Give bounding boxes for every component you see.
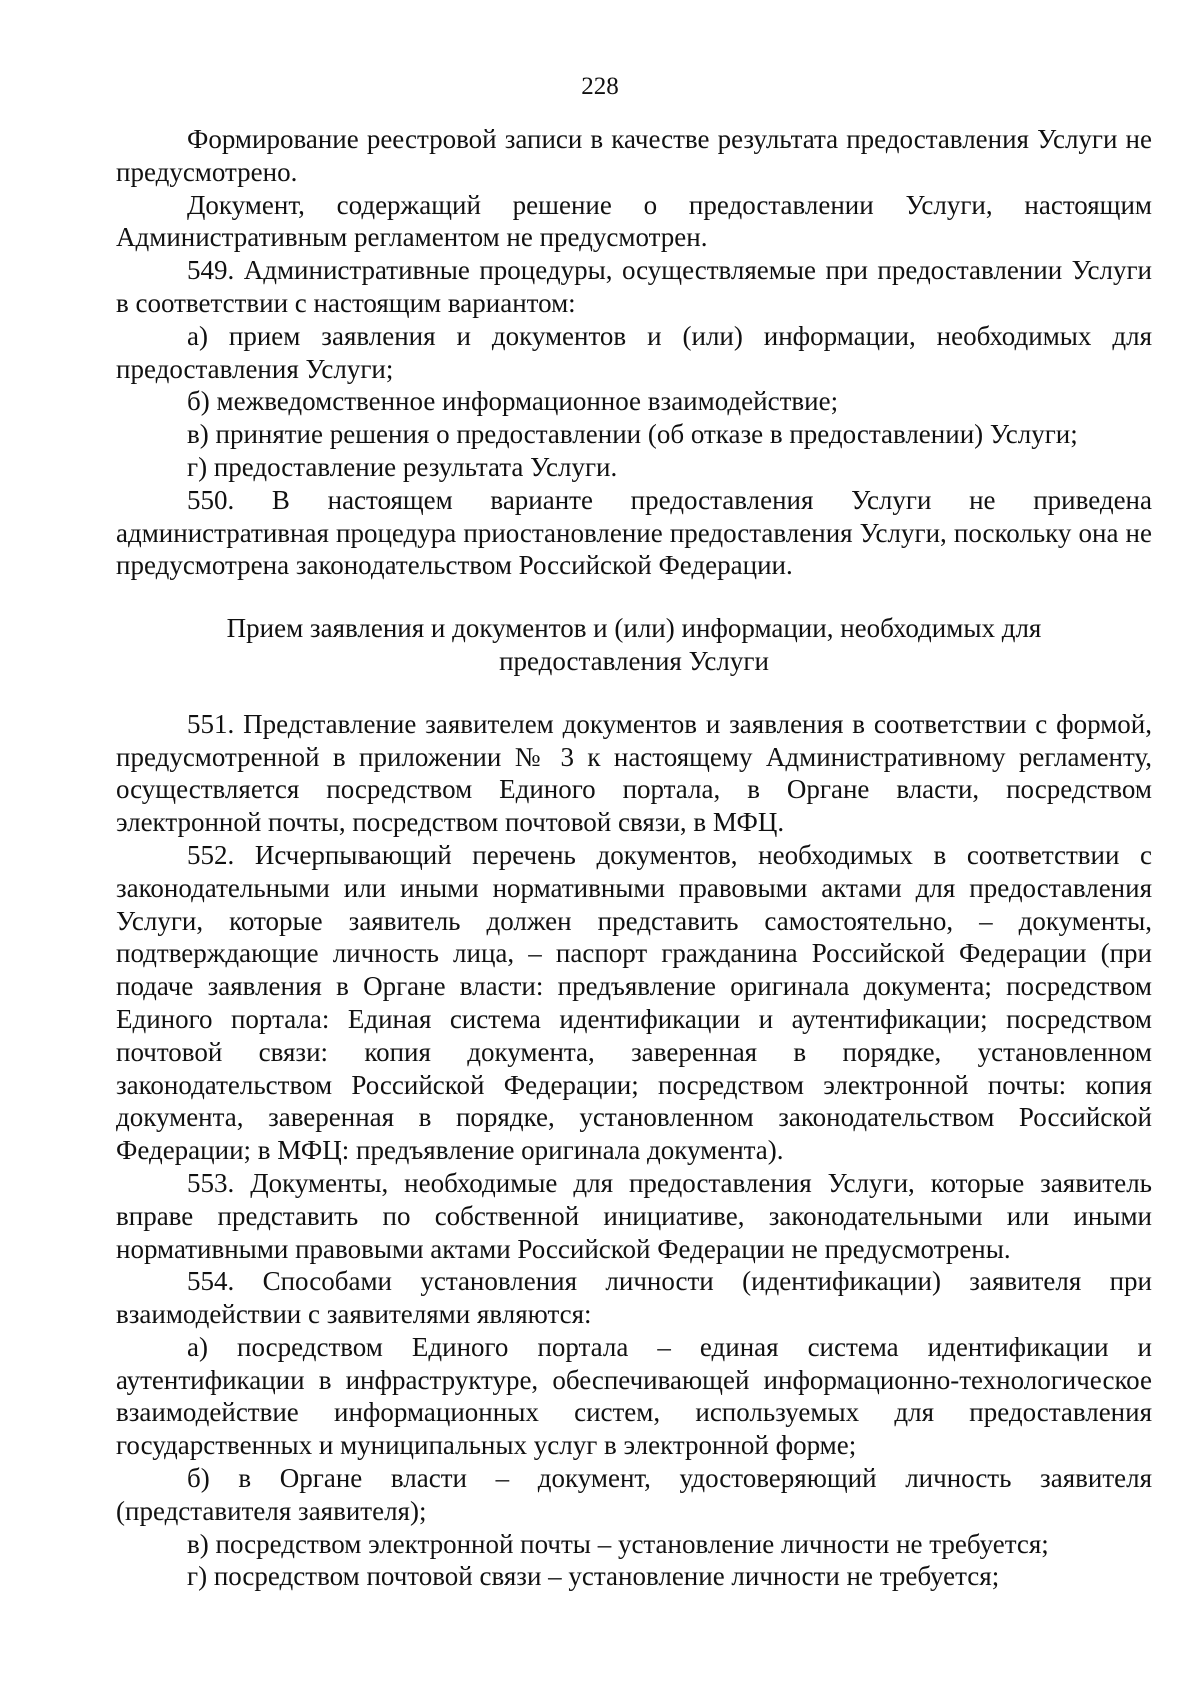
section-heading [116,612,1152,678]
list-item-b: б) в Органе власти – документ, удостоверяющий личность заявителя (представителя заявителя); [116,1463,1152,1526]
paragraph-554: 554. Способами установления личности (идентификации) заявителя при взаимодействии с заявителями являются: [116,1266,1152,1330]
list-item-b: б) межведомственное информационное взаимодействие; [187,386,839,417]
list-item-a: а) посредством Единого портала – единая система идентификации и аутентификации в инфраструктуре, обеспечивающей информационно-технологическое взаимодействие информационных систем, используемых для предоставления государственных и муниципальных услуг в электронной форме; [116,1331,1152,1461]
list-item-v: в) принятие решения о предоставлении (об отказе в предоставлении) Услуги; [187,419,1078,450]
list-item-g: г) посредством почтовой связи – установление личности не требуется; [187,1561,1000,1592]
section-heading-line: предоставления Услуги [499,645,769,676]
paragraph: Формирование реестровой записи в качестве результата предоставления Услуги не предусмотрено. [116,124,1152,187]
paragraph-553: 553. Документы, необходимые для предоставления Услуги, которые заявитель вправе представить по собственной инициативе, законодательными или иными нормативными правовыми актами Российской Федерации не предусмотрены. [116,1167,1152,1264]
paragraph-552: 552. Исчерпывающий перечень документов, необходимых в соответствии с законодательными или иными нормативными правовыми актами для предоставления Услуги, которые заявитель должен представить самостоятельно, – документы, подтверждающие личность лица, – паспорт гражданина Российской Федерации (при подаче заявления в Органе власти: предъявление оригинала документа; посредством Единого портала: Единая система идентификации и аутентификации; посредством почтовой связи: копия документа, заверенная в порядке, установленном законодательством Российской Федерации; посредством электронной почты: копия документа, заверенная в порядке, установленном законодательством Российской Федерации; в МФЦ: предъявление оригинала документа). [116,839,1152,1166]
page-number: 228 [581,73,619,100]
list-item-v: в) посредством электронной почты – установление личности не требуется; [187,1528,1049,1559]
paragraph-551: 551. Представление заявителем документов и заявления в соответствии с формой, предусмотренной в приложении № 3 к настоящему Административному регламенту, осуществляется посредством Единого портала, в Органе власти, посредством электронной почты, посредством почтовой связи, в МФЦ. [116,708,1152,838]
section-heading-line: Прием заявления и документов и (или) информации, необходимых для [226,613,1042,644]
paragraph-549: 549. Административные процедуры, осуществляемые при предоставлении Услуги в соответствии с настоящим вариантом: [116,255,1152,318]
list-item-a: а) прием заявления и документов и (или) информации, необходимых для предоставления Услуги; [116,320,1152,384]
document-body [116,123,1152,1593]
list-item-g: г) предоставление результата Услуги. [187,451,618,482]
paragraph-550: 550. В настоящем варианте предоставления Услуги не приведена административная процедура приостановление предоставления Услуги, поскольку она не предусмотрена законодательством Российской Федерации. [116,484,1152,581]
paragraph: Документ, содержащий решение о предоставлении Услуги, настоящим Административным регламентом не предусмотрен. [116,189,1152,253]
